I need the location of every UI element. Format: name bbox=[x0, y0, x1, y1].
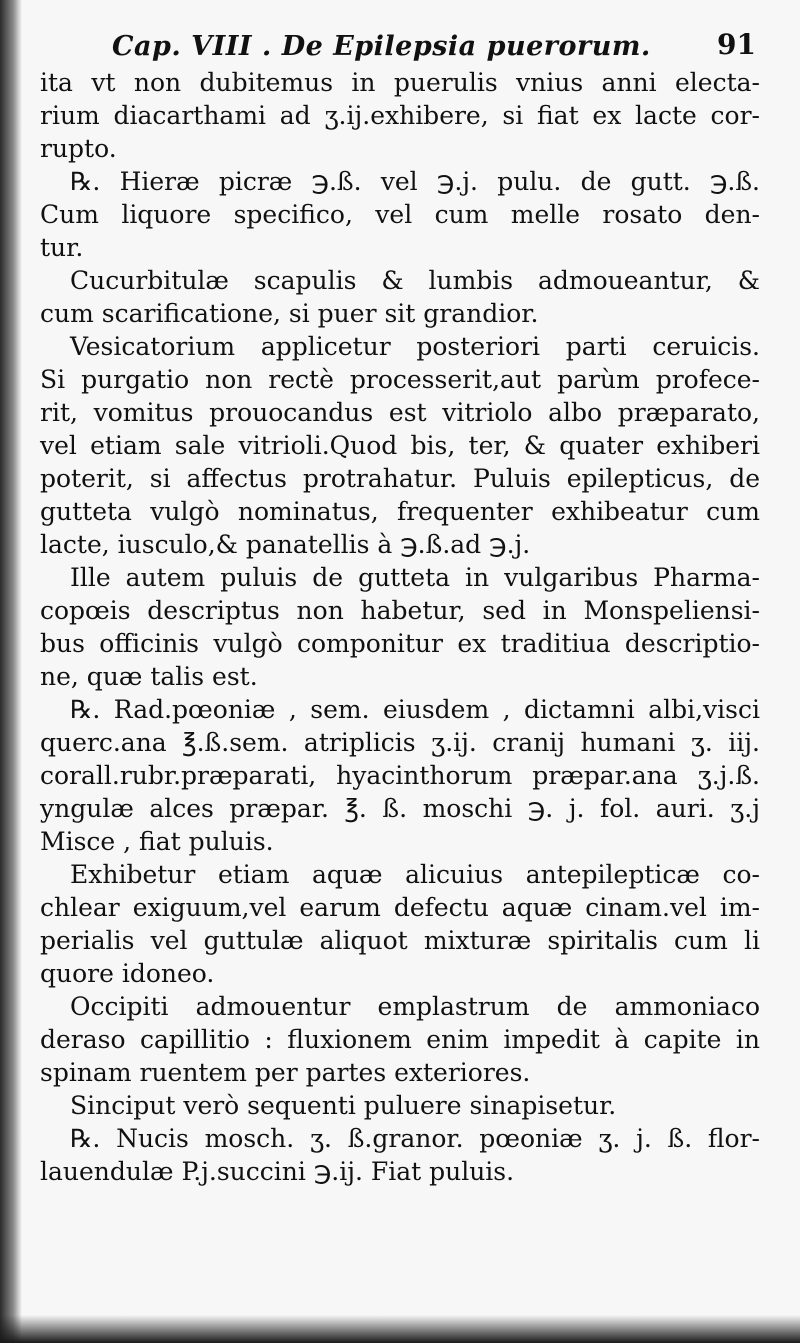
text-line: rium diacarthami ad ʒ.ij.exhibere, si fiat ex lacte cor- bbox=[40, 101, 760, 130]
page-shadow-left bbox=[0, 0, 22, 1343]
chapter-title: Cap. VIII . De Epilepsia puerorum. bbox=[112, 31, 651, 62]
page-number: 91 bbox=[717, 28, 756, 61]
text-line: ita vt non dubitemus in puerulis vnius anni electa- bbox=[40, 68, 760, 97]
text-line: ℞. Rad.pœoniæ , sem. eiusdem , dictamni albi,visci bbox=[70, 695, 760, 724]
text-line: rupto. bbox=[40, 134, 117, 163]
text-line: tur. bbox=[40, 233, 84, 262]
text-line: Cucurbitulæ scapulis & lumbis admoueantur, & bbox=[70, 266, 760, 295]
text-line: Misce , fiat puluis. bbox=[40, 827, 274, 856]
text-line: chlear exiguum,vel earum defectu aquæ cinam.vel im- bbox=[40, 893, 760, 922]
text-line: bus officinis vulgò componitur ex traditiua descriptio- bbox=[40, 629, 760, 658]
text-line: ℞. Hieræ picræ ℈.ß. vel ℈.j. pulu. de gutt. ℈.ß. bbox=[70, 167, 760, 196]
text-block bbox=[40, 22, 760, 1188]
text-line: ℞. Nucis mosch. ʒ. ß.granor. pœoniæ ʒ. j. ß. flor- bbox=[70, 1124, 760, 1153]
text-line: Si purgatio non rectè processerit,aut parùm profece- bbox=[40, 365, 760, 394]
text-line: Cum liquore specifico, vel cum melle rosato den- bbox=[40, 200, 760, 229]
text-line: Exhibetur etiam aquæ alicuius antepilepticæ co- bbox=[70, 860, 760, 889]
text-line: spinam ruentem per partes exteriores. bbox=[40, 1058, 531, 1087]
text-line: querc.ana ℥.ß.sem. atriplicis ʒ.ij. cranij humani ʒ. iij. bbox=[40, 728, 760, 757]
text-line: poterit, si affectus protrahatur. Puluis epilepticus, de bbox=[40, 464, 760, 493]
text-line: rit, vomitus prouocandus est vitriolo albo præparato, bbox=[40, 398, 760, 427]
text-line: deraso capillitio : fluxionem enim impedit à capite in bbox=[40, 1025, 760, 1054]
text-line: ne, quæ talis est. bbox=[40, 662, 258, 691]
text-line: perialis vel guttulæ aliquot mixturæ spiritalis cum li bbox=[40, 926, 760, 955]
body-text bbox=[40, 66, 760, 1188]
text-line: lacte, iusculo,& panatellis à ℈.ß.ad ℈.j. bbox=[40, 530, 531, 559]
text-line: Vesicatorium applicetur posteriori parti ceruicis. bbox=[70, 332, 760, 361]
text-line: copœis descriptus non habetur, sed in Monspeliensi- bbox=[40, 596, 760, 625]
text-line: corall.rubr.præparati, hyacinthorum præpar.ana ʒ.j.ß. bbox=[40, 761, 760, 790]
text-line: Occipiti admouentur emplastrum de ammoniaco bbox=[70, 992, 760, 1021]
text-line: Ille autem puluis de gutteta in vulgaribus Pharma- bbox=[70, 563, 760, 592]
text-line: lauendulæ P.j.succini ℈.ij. Fiat puluis. bbox=[40, 1157, 515, 1186]
running-header bbox=[40, 22, 760, 66]
page-shadow-bottom bbox=[0, 1315, 800, 1343]
text-line: vel etiam sale vitrioli.Quod bis, ter, & quater exhiberi bbox=[40, 431, 760, 460]
text-line: quore idoneo. bbox=[40, 959, 215, 988]
text-line: cum scarificatione, si puer sit grandior. bbox=[40, 299, 539, 328]
text-line: gutteta vulgò nominatus, frequenter exhibeatur cum bbox=[40, 497, 760, 526]
text-line: yngulæ alces præpar. ℥. ß. moschi ℈. j. fol. auri. ʒ.j bbox=[40, 794, 760, 823]
text-line: Sinciput verò sequenti puluere sinapisetur. bbox=[70, 1091, 617, 1120]
